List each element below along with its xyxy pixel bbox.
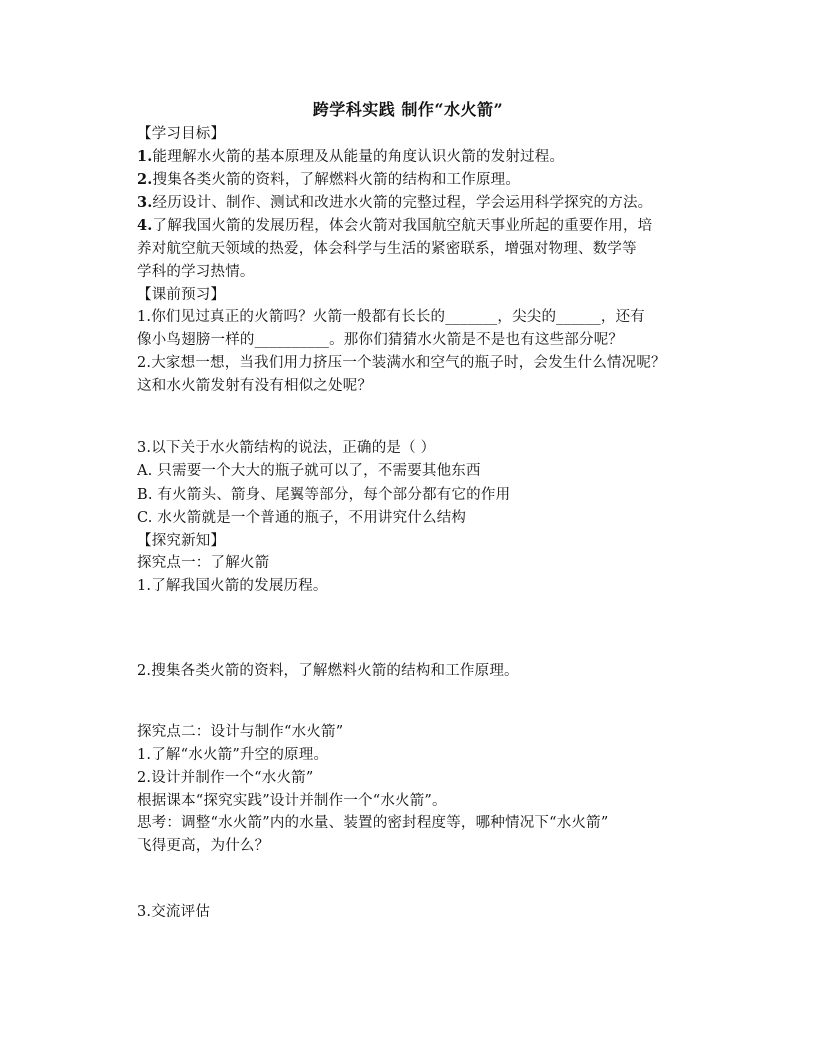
explore-point-2: 探究点二：设计与制作“水火箭” — [137, 724, 344, 740]
think-question-cont: 飞得更高，为什么？ — [137, 838, 270, 854]
option-b: B. 有火箭头、箭身、尾翼等部分，每个部分都有它的作用 — [137, 487, 511, 503]
think-question: 思考：调整“水火箭”内的水量、装置的密封程度等，哪种情况下“水火箭” — [137, 815, 609, 831]
option-a: A. 只需要一个大大的瓶子就可以了，不需要其他东西 — [137, 463, 481, 479]
objective-item — [137, 193, 727, 213]
objective-text: 能理解水火箭的基本原理及从能量的角度认识火箭的发射过程。 — [152, 149, 565, 165]
objective-text: 了解我国火箭的发展历程，体会火箭对我国航空航天事业所起的重要作用，培 — [152, 218, 653, 234]
objective-item — [137, 147, 727, 167]
explore-point-1-item-1: 1.了解我国火箭的发展历程。 — [137, 578, 328, 594]
explore-point-1: 探究点一：了解火箭 — [137, 555, 270, 571]
preview-question-1: 1.你们见过真正的火箭吗？火箭一般都有长长的_______，尖尖的______，还有 — [137, 309, 645, 325]
explore-point-2-item-1: 1.了解“水火箭”升空的原理。 — [137, 747, 329, 763]
section-heading-objectives: 【学习目标】 — [137, 126, 226, 142]
section-heading-explore: 【探究新知】 — [137, 533, 226, 549]
explore-point-2-text: 根据课本“探究实践”设计并制作一个“水火箭”。 — [137, 793, 447, 809]
objective-number: 2. — [137, 171, 153, 188]
explore-point-2-item-2: 2.设计并制作一个“水火箭” — [137, 770, 314, 786]
preview-question-1-cont: 像小鸟翅膀一样的__________。那你们猜猜水火箭是不是也有这些部分呢？ — [137, 332, 624, 348]
preview-question-2-cont: 这和水火箭发射有没有相似之处呢？ — [137, 378, 373, 394]
objective-number: 4. — [137, 217, 153, 234]
explore-point-2-item-3: 3.交流评估 — [137, 904, 211, 920]
explore-point-1-item-2: 2.搜集各类火箭的资料，了解燃料火箭的结构和工作原理。 — [137, 663, 519, 679]
objective-continuation: 养对航空航天领域的热爱，体会科学与生活的紧密联系，增强对物理、数学等 — [137, 241, 637, 257]
objective-text: 经历设计、制作、测试和改进水火箭的完整过程，学会运用科学探究的方法。 — [152, 195, 653, 211]
preview-question-2: 2.大家想一想，当我们用力挤压一个装满水和空气的瓶子时，会发生什么情况呢？ — [137, 355, 666, 371]
preview-question-3: 3.以下关于水火箭结构的说法，正确的是（ ） — [137, 440, 436, 456]
page-title: 跨学科实践 制作“水火箭” — [312, 100, 504, 119]
objective-item — [137, 216, 727, 236]
objective-number: 1. — [137, 148, 153, 165]
objective-item — [137, 170, 727, 190]
objective-continuation: 学科的学习热情。 — [137, 264, 255, 280]
objective-text: 搜集各类火箭的资料，了解燃料火箭的结构和工作原理。 — [152, 172, 521, 188]
option-c: C. 水火箭就是一个普通的瓶子，不用讲究什么结构 — [137, 510, 467, 526]
section-heading-preview: 【课前预习】 — [137, 287, 226, 303]
objective-number: 3. — [137, 194, 153, 211]
